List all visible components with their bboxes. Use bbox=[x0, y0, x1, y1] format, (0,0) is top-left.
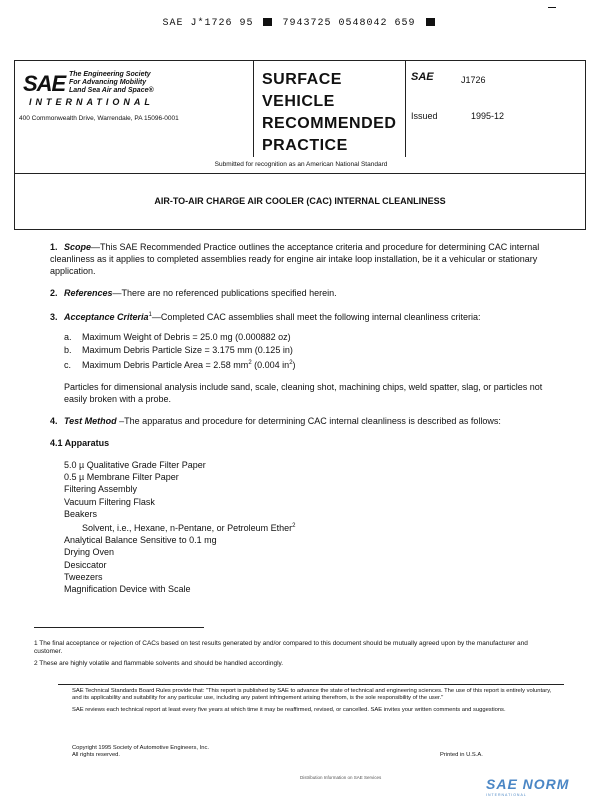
review-text: SAE reviews each technical report at least every five years at which time it may be reaffirmed, revised, or cancelled. SAE invites your written comments and suggestions. bbox=[72, 707, 506, 713]
criteria-list bbox=[50, 331, 558, 371]
document-header bbox=[14, 60, 586, 174]
sae-norm-watermark: SAE NORM bbox=[486, 776, 570, 792]
sae-small-logo: SAE bbox=[411, 71, 434, 83]
list-item: c. Maximum Debris Particle Area = 2.58 $mm^2$ (0.004 $in^2$) bbox=[64, 360, 296, 370]
document-type: SURFACE VEHICLE RECOMMENDED PRACTICE bbox=[262, 71, 397, 154]
barcode-code-b: 7943725 0548042 659 bbox=[282, 18, 416, 29]
barcode-code: SAE J*1726 95 bbox=[162, 18, 254, 29]
footnote-rule bbox=[34, 627, 204, 628]
international-label: INTERNATIONAL bbox=[29, 97, 154, 107]
list-item: b. Maximum Debris Particle Size = 3.175 mm (0.125 in) bbox=[64, 345, 293, 355]
barcode-strip bbox=[0, 18, 600, 29]
barcode-block bbox=[426, 18, 435, 26]
section-scope: 1. Scope—This SAE Recommended Practice outlines the acceptance criteria and procedure for determining CAC internal cleanliness as it applies to completed assemblies ready for engine air intake loop installation, be it a vehicular or stationary application. bbox=[50, 242, 540, 276]
divider bbox=[405, 61, 406, 157]
copyright: Copyright 1995 Society of Automotive Engineers, Inc. All rights reserved. bbox=[72, 745, 209, 758]
board-rules-text: SAE Technical Standards Board Rules provide that: "This report is published by SAE to advance the state of technical and engineering sciences. The use of this report is entirely voluntary, and its applicability and suitability for any particular use, including any patent infringement arising therefrom, is the sole responsibility of the user." bbox=[72, 688, 552, 701]
submitted-note: Submitted for recognition as an American National Standard bbox=[214, 161, 388, 168]
document-title: AIR-TO-AIR CHARGE AIR COOLER (CAC) INTERNAL CLEANLINESS bbox=[154, 196, 446, 206]
particles-paragraph: Particles for dimensional analysis include sand, scale, cleaning shot, machining chips, weld spatter, slag, or particles not easily broken with a probe. bbox=[64, 382, 543, 404]
issued-date: 1995-12 bbox=[471, 111, 505, 121]
barcode-block bbox=[263, 18, 272, 26]
list-item: Tweezers bbox=[64, 571, 103, 582]
list-item: Drying Oven bbox=[64, 547, 115, 558]
list-item: Solvent, i.e., Hexane, n-Pentane, or Petroleum Ether$^2$ bbox=[82, 523, 296, 534]
list-item: Vacuum Filtering Flask bbox=[64, 496, 155, 507]
printed-in: Printed in U.S.A. bbox=[440, 752, 483, 758]
footnotes bbox=[34, 640, 554, 672]
list-item: Filtering Assembly bbox=[64, 484, 138, 495]
board-rules bbox=[72, 688, 552, 719]
list-item: Desiccator bbox=[64, 559, 107, 570]
apparatus-heading: 4.1 Apparatus bbox=[50, 438, 110, 448]
list-item: a. Maximum Weight of Debris = 25.0 mg (0.000882 oz) bbox=[64, 332, 291, 342]
list-item: 5.0 µ Qualitative Grade Filter Paper bbox=[64, 460, 206, 470]
list-item: Magnification Device with Scale bbox=[64, 584, 191, 595]
divider bbox=[253, 61, 254, 157]
document-body bbox=[50, 241, 558, 595]
footnote-2: 2 These are highly volatile and flammable solvents and should be handled accordingly. bbox=[34, 660, 284, 667]
list-item: Analytical Balance Sensitive to 0.1 mg bbox=[64, 535, 217, 546]
issued-label: Issued bbox=[411, 111, 438, 121]
sae-logo: SAE bbox=[23, 71, 66, 96]
corner-mark bbox=[548, 7, 556, 8]
distribution-note: Distribution Information on SAE Services bbox=[300, 775, 382, 780]
footnote-1: 1 The final acceptance or rejection of CACs based on test results generated by and/or compared to this document should be mutually agreed upon by the manufacturer and customer. bbox=[34, 640, 528, 655]
list-item: 0.5 µ Membrane Filter Paper bbox=[64, 472, 179, 483]
document-number: J1726 bbox=[461, 75, 486, 85]
sae-tagline: The Engineering Society For Advancing Mobility Land Sea Air and Space® bbox=[69, 71, 154, 94]
section-references: 2. References—There are no referenced publications specified herein. bbox=[50, 288, 337, 298]
apparatus-list bbox=[50, 459, 558, 595]
section-acceptance-criteria: 3. Acceptance Criteria$^1$—Completed CAC assemblies shall meet the following internal cleanliness criteria: bbox=[50, 312, 481, 322]
list-item: Beakers bbox=[64, 508, 98, 519]
address: 400 Commonwealth Drive, Warrendale, PA 15096-0001 bbox=[19, 115, 179, 122]
section-test-method: 4. Test Method –The apparatus and procedure for determining CAC internal cleanliness is described as follows: bbox=[50, 416, 501, 426]
sae-norm-sub: INTERNATIONAL bbox=[486, 793, 527, 797]
